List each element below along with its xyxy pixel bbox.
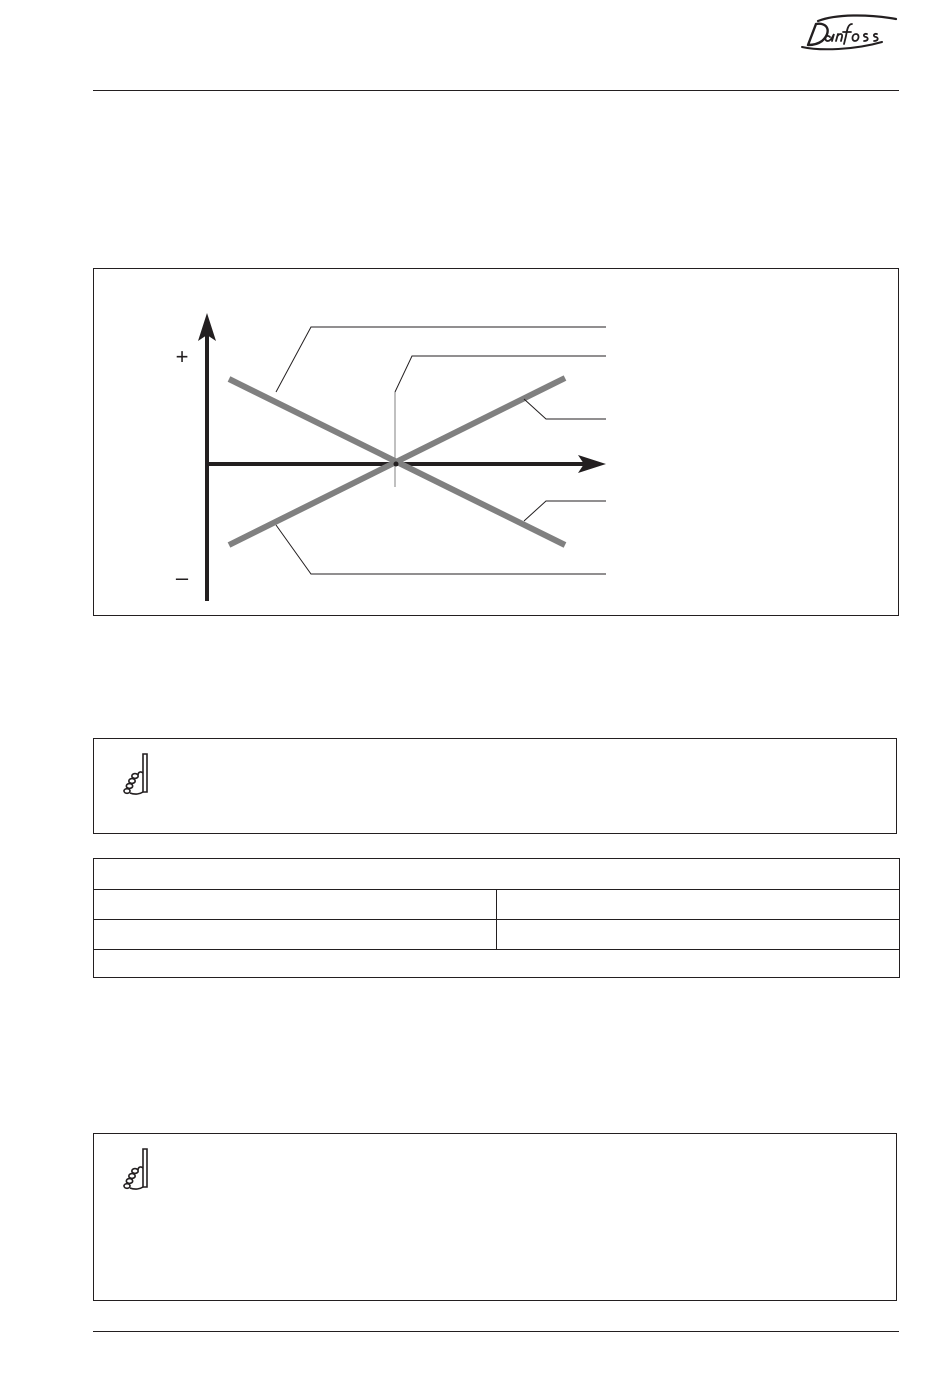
hand-pointing-icon <box>121 751 153 797</box>
table-cell-right <box>497 890 899 919</box>
leader-line-crossover <box>395 356 606 392</box>
y-axis-plus-label: + <box>175 344 189 369</box>
leader-line-rising-bottom <box>276 525 606 574</box>
parameter-table <box>93 858 900 978</box>
table-row <box>94 920 899 950</box>
header-rule <box>93 90 899 91</box>
footer-rule <box>93 1331 899 1332</box>
danfoss-logo-mark <box>796 10 900 52</box>
characteristic-diagram <box>94 269 900 617</box>
figure-frame <box>93 268 899 616</box>
table-footer-row <box>94 950 899 977</box>
table-cell-right <box>497 920 899 949</box>
hand-pointing-icon <box>121 1146 153 1192</box>
note-box <box>93 738 897 834</box>
leader-line-falling-bottom <box>524 501 606 521</box>
note-box <box>93 1133 897 1301</box>
table-cell-left <box>94 920 497 949</box>
crossover-point <box>394 462 399 467</box>
danfoss-logo <box>796 10 900 52</box>
y-axis-minus-label: – <box>175 565 189 590</box>
table-cell-left <box>94 890 497 919</box>
leader-line-rising-top <box>524 399 606 419</box>
table-row <box>94 890 899 920</box>
table-title-row <box>94 859 899 890</box>
